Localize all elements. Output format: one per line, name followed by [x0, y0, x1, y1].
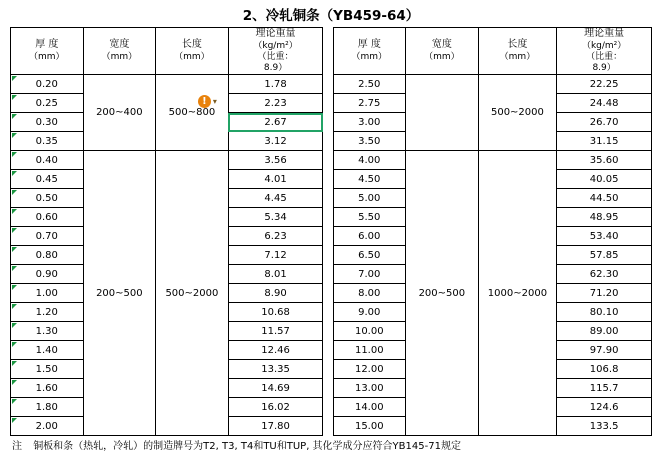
right-weight-cell[interactable]: 62.30 [557, 265, 652, 284]
left-thickness-cell[interactable]: 0.70 [11, 227, 84, 246]
left-thickness-cell[interactable]: 1.60 [11, 379, 84, 398]
table-header-row [11, 28, 652, 75]
left-thickness-cell[interactable]: 0.35 [11, 132, 84, 151]
right-weight-cell[interactable]: 57.85 [557, 246, 652, 265]
right-weight-cell[interactable]: 40.05 [557, 170, 652, 189]
right-header-1: 宽度 （mm） [406, 28, 479, 75]
left-thickness-cell[interactable]: 0.60 [11, 208, 84, 227]
right-thickness-cell[interactable]: 15.00 [333, 417, 406, 436]
left-weight-cell[interactable]: 17.80 [228, 417, 323, 436]
left-header-2: 长度 （mm） [156, 28, 229, 75]
right-length-cell[interactable]: 500~2000 [478, 75, 557, 151]
left-length-cell[interactable]: 500~2000 [156, 151, 229, 436]
footnote-text: 铜板和条（热轧，冷轧）的制造牌号为T2, T3, T4和TU和TUP, 其化学成分应符合YB145-71规定 [33, 441, 461, 453]
copper-strip-specification-table [10, 27, 652, 436]
left-thickness-cell[interactable]: 1.00 [11, 284, 84, 303]
right-thickness-cell[interactable]: 4.50 [333, 170, 406, 189]
right-thickness-cell[interactable]: 2.50 [333, 75, 406, 94]
right-header-0: 厚 度 （mm） [333, 28, 406, 75]
left-width-cell[interactable]: 200~500 [83, 151, 156, 436]
left-width-cell[interactable]: 200~400 [83, 75, 156, 151]
left-weight-cell[interactable]: 3.12 [228, 132, 323, 151]
left-weight-cell[interactable]: 13.35 [228, 360, 323, 379]
right-thickness-cell[interactable]: 7.00 [333, 265, 406, 284]
right-weight-cell[interactable]: 48.95 [557, 208, 652, 227]
right-weight-cell[interactable]: 133.5 [557, 417, 652, 436]
column-gap [323, 28, 333, 436]
right-thickness-cell[interactable]: 5.00 [333, 189, 406, 208]
right-weight-cell[interactable]: 80.10 [557, 303, 652, 322]
right-weight-cell[interactable]: 44.50 [557, 189, 652, 208]
left-header-0: 厚 度 （mm） [11, 28, 84, 75]
right-thickness-cell[interactable]: 6.00 [333, 227, 406, 246]
left-weight-cell[interactable]: 12.46 [228, 341, 323, 360]
footnote-label: 注 [12, 441, 22, 453]
left-thickness-cell[interactable]: 0.40 [11, 151, 84, 170]
right-thickness-cell[interactable]: 3.50 [333, 132, 406, 151]
right-width-cell[interactable] [406, 75, 479, 151]
left-weight-cell[interactable]: 3.56 [228, 151, 323, 170]
left-thickness-cell[interactable]: 0.50 [11, 189, 84, 208]
page-title: 2、冷轧铜条（YB459-64） [242, 8, 420, 24]
left-thickness-cell[interactable]: 1.40 [11, 341, 84, 360]
right-thickness-cell[interactable]: 4.00 [333, 151, 406, 170]
right-header-2: 长度 （mm） [478, 28, 557, 75]
right-thickness-cell[interactable]: 12.00 [333, 360, 406, 379]
footnote [12, 440, 650, 453]
right-weight-cell[interactable]: 124.6 [557, 398, 652, 417]
left-length-cell[interactable]: 500~800 [156, 75, 229, 151]
right-weight-cell[interactable]: 106.8 [557, 360, 652, 379]
right-weight-cell[interactable]: 115.7 [557, 379, 652, 398]
right-weight-cell[interactable]: 71.20 [557, 284, 652, 303]
right-weight-cell[interactable]: 53.40 [557, 227, 652, 246]
right-thickness-cell[interactable]: 2.75 [333, 94, 406, 113]
left-weight-cell[interactable]: 1.78 [228, 75, 323, 94]
right-thickness-cell[interactable]: 11.00 [333, 341, 406, 360]
left-thickness-cell[interactable]: 0.30 [11, 113, 84, 132]
left-weight-cell[interactable]: 6.23 [228, 227, 323, 246]
right-weight-cell[interactable]: 22.25 [557, 75, 652, 94]
left-thickness-cell[interactable]: 1.30 [11, 322, 84, 341]
right-weight-cell[interactable]: 26.70 [557, 113, 652, 132]
left-thickness-cell[interactable]: 1.20 [11, 303, 84, 322]
left-thickness-cell[interactable]: 0.80 [11, 246, 84, 265]
right-header-3: 理论重量 （kg/m²） （比重： 8.9） [557, 28, 652, 75]
right-thickness-cell[interactable]: 5.50 [333, 208, 406, 227]
left-weight-cell[interactable]: 11.57 [228, 322, 323, 341]
left-weight-cell[interactable]: 7.12 [228, 246, 323, 265]
left-thickness-cell[interactable]: 0.90 [11, 265, 84, 284]
right-thickness-cell[interactable]: 9.00 [333, 303, 406, 322]
left-weight-cell[interactable]: 8.90 [228, 284, 323, 303]
right-weight-cell[interactable]: 24.48 [557, 94, 652, 113]
left-thickness-cell[interactable]: 2.00 [11, 417, 84, 436]
warning-badge[interactable] [198, 95, 217, 108]
right-thickness-cell[interactable]: 6.50 [333, 246, 406, 265]
right-thickness-cell[interactable]: 10.00 [333, 322, 406, 341]
left-weight-cell[interactable]: 4.01 [228, 170, 323, 189]
left-thickness-cell[interactable]: 0.25 [11, 94, 84, 113]
left-weight-cell[interactable]: 2.23 [228, 94, 323, 113]
left-weight-cell[interactable]: 5.34 [228, 208, 323, 227]
left-thickness-cell[interactable]: 1.80 [11, 398, 84, 417]
right-weight-cell[interactable]: 97.90 [557, 341, 652, 360]
left-weight-cell[interactable]: 8.01 [228, 265, 323, 284]
selected-weight-cell[interactable]: 2.67 [228, 113, 323, 132]
right-thickness-cell[interactable]: 14.00 [333, 398, 406, 417]
chevron-down-icon[interactable]: ▾ [212, 96, 217, 106]
left-weight-cell[interactable]: 10.68 [228, 303, 323, 322]
left-weight-cell[interactable]: 16.02 [228, 398, 323, 417]
right-weight-cell[interactable]: 31.15 [557, 132, 652, 151]
left-header-3: 理论重量 （kg/m²） （比重： 8.9） [228, 28, 323, 75]
right-weight-cell[interactable]: 35.60 [557, 151, 652, 170]
right-length-cell[interactable]: 1000~2000 [478, 151, 557, 436]
right-thickness-cell[interactable]: 3.00 [333, 113, 406, 132]
left-thickness-cell[interactable]: 0.20 [11, 75, 84, 94]
left-header-1: 宽度 （mm） [83, 28, 156, 75]
warning-exclamation-icon[interactable]: ! [198, 95, 211, 108]
right-thickness-cell[interactable]: 8.00 [333, 284, 406, 303]
right-width-cell[interactable]: 200~500 [406, 151, 479, 436]
right-thickness-cell[interactable]: 13.00 [333, 379, 406, 398]
right-weight-cell[interactable]: 89.00 [557, 322, 652, 341]
left-thickness-cell[interactable]: 0.45 [11, 170, 84, 189]
left-thickness-cell[interactable]: 1.50 [11, 360, 84, 379]
left-weight-cell[interactable]: 14.69 [228, 379, 323, 398]
left-weight-cell[interactable]: 4.45 [228, 189, 323, 208]
